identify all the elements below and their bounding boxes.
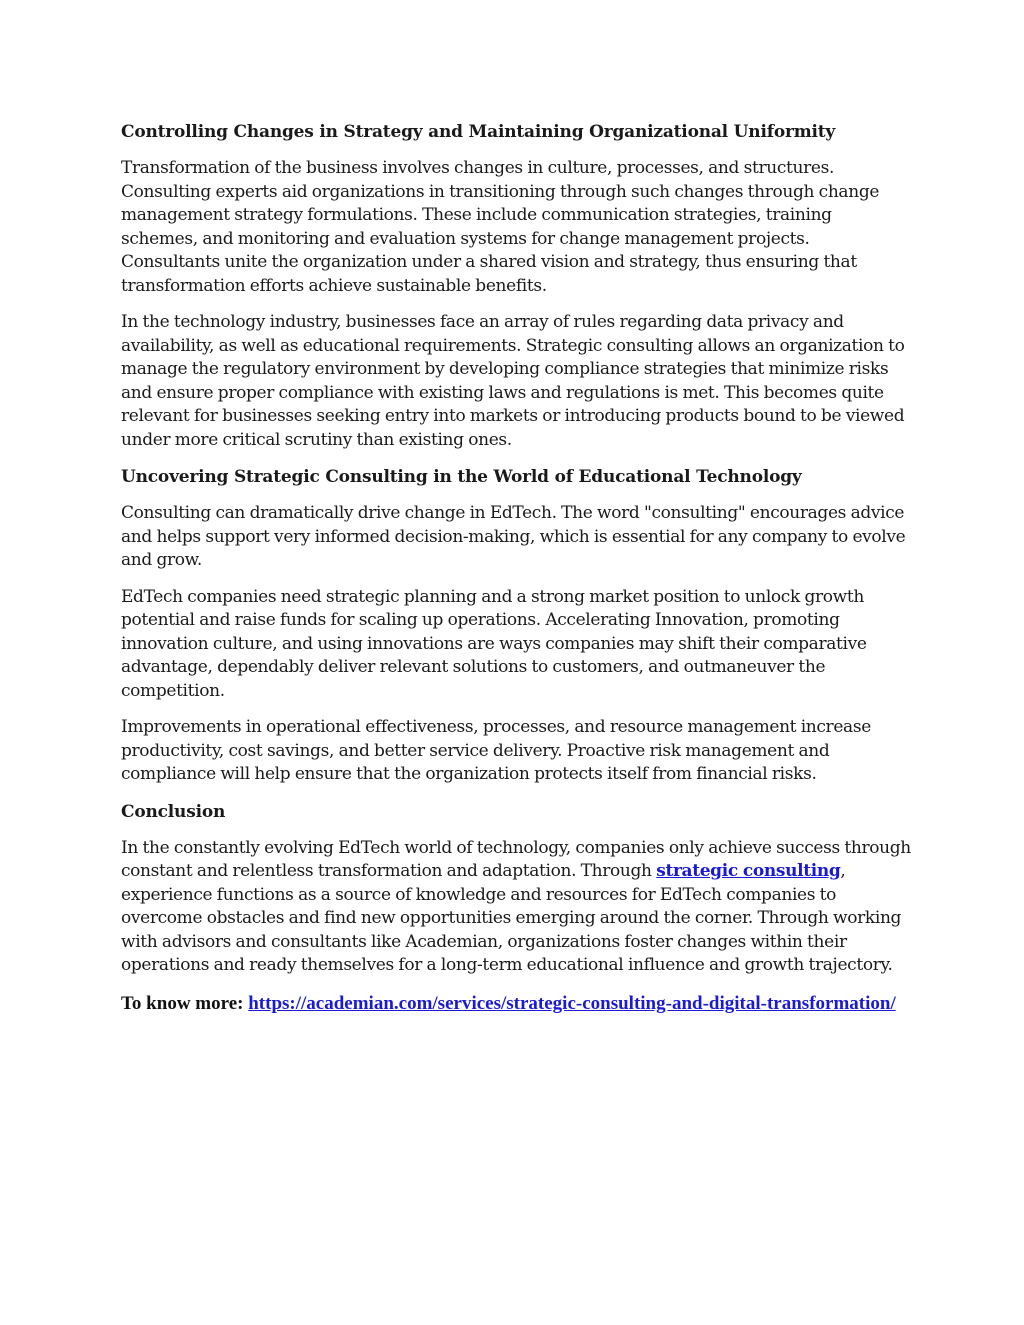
section-heading-controlling-changes: Controlling Changes in Strategy and Maintaining Organizational Uniformity (121, 122, 836, 142)
strategic-consulting-link[interactable]: strategic consulting (656, 861, 841, 881)
section-heading-conclusion: Conclusion (121, 801, 226, 822)
know-more-line (121, 991, 911, 1016)
paragraph-conclusion (121, 837, 911, 978)
conclusion-text-start: In the constantly evolving EdTech world of technology, companies only achieve success through constant and relentless transformation and adaptation. Through (121, 837, 911, 881)
section-heading-uncovering-consulting: Uncovering Strategic Consulting in the World of Educational Technology (121, 467, 802, 487)
paragraph-edtech-companies: EdTech companies need strategic planning and a strong market position to unlock growth potential and raise funds for scaling up operations. Accelerating Innovation, promoting innovation culture, and using innovations are ways companies may shift their comparative advantage, dependably deliver relevant solutions to customers, and outmaneuver the competition. (121, 586, 867, 701)
paragraph-improvements: Improvements in operational effectiveness, processes, and resource management increase productivity, cost savings, and better service delivery. Proactive risk management and compliance will help ensure that the organization protects itself from financial risks. (121, 717, 871, 784)
academian-url-link[interactable]: https://academian.com/services/strategic-consulting-and-digital-transformation/ (248, 992, 896, 1014)
paragraph-consulting-edtech: Consulting can dramatically drive change in EdTech. The word "consulting" encourages advice and helps support very informed decision-making, which is essential for any company to evolve and grow. (121, 503, 906, 570)
paragraph-technology-industry: In the technology industry, businesses face an array of rules regarding data privacy and availability, as well as educational requirements. Strategic consulting allows an organization to manage the regulatory environment by developing compliance strategies that minimize risks and ensure proper compliance with existing laws and regulations is met. This becomes quite relevant for businesses seeking entry into markets or introducing products bound to be viewed under more critical scrutiny than existing ones. (121, 312, 905, 450)
document-page (121, 120, 911, 1016)
know-more-label: To know more: (121, 992, 244, 1014)
conclusion-text-end: , experience functions as a source of knowledge and resources for EdTech companies to overcome obstacles and find new opportunities emerging around the corner. Through working with advisors and consultants like Academian, organizations foster changes within their operations and ready themselves for a long-term educational influence and growth trajectory. (121, 861, 902, 975)
paragraph-transformation: Transformation of the business involves changes in culture, processes, and structures. Consulting experts aid organizations in transitioning through such changes through change management strategy formulations. These include communication strategies, training schemes, and monitoring and evaluation systems for change management projects. Consultants unite the organization under a shared vision and strategy, thus ensuring that transformation efforts achieve sustainable benefits. (121, 158, 880, 296)
